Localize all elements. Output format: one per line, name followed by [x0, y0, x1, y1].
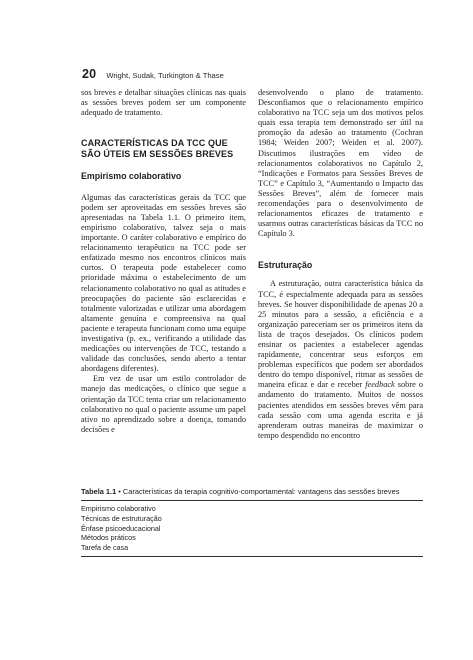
subheading-empirismo: Empirismo colaborativo [81, 170, 182, 181]
table-row: Ênfase psicoeducacional [81, 523, 161, 533]
paragraph-continued: sos breves e detalhar situações clínicas nas quais as sessões breves podem ser um componente adequado de tratamento. [81, 88, 246, 118]
paragraph-empirismo-2: Em vez de usar um estilo controlador de manejo das medicações, o clínico que segue a orientação da TCC tenta criar um relacionamento colaborativo no qual o paciente assume um papel ativo no aprendizado sobre a doença, tomando decisões e [81, 374, 246, 434]
table-row: Empirismo colaborativo [81, 504, 156, 513]
paragraph-collab-continued: desenvolvendo o plano de tratamento. Desconfiamos que o relacionamento empírico colaborativo na TCC seja um dos motivos pelos quais essa terapia tem demonstrado ser útil na promoção da adesão ao tratamento (Cochran 1984; Weiden 2007; Weiden et al. 2007). Discutimos ilustrações em vídeo de relacionamentos colaborativos no Capítulo 2, “Indicações e Formatos para Sessões Breves de TCC” e Capítulo 3, “Aumentando o Impacto das Sessões Breves”, além de fornecer mais recomendações para o desenvolvimento de relacionamentos eficazes de tratamento e usarmos outras características básicas da TCC no Capítulo 3. [258, 88, 423, 239]
paragraph-estruturacao-tail: sobre o andamento do tratamento. Muitos de nossos pacientes atendidos em sessões breves vêm para cada sessão com uma agenda escrita e já aprenderam outras maneiras de maximizar o tempo despendido no encontro [258, 380, 423, 440]
table-bullet: • [118, 487, 121, 496]
page-header [82, 67, 412, 81]
paragraph-estruturacao-text: A estruturação, outra característica básica da TCC, é especialmente adequada para as sessões breves. Se houver disponibilidade de apenas 20 a 25 minutos para a sessão, a eficiência e a organização pareceriam ser os primeiros itens da lista de traços desejados. Os clínicos podem ensinar os pacientes a estabelecer agendas rapidamente, concentrar seus esforços em problemas específicos que podem ser abordados dentro do tempo disponível, ritmar as sessões de maneira eficaz e dar e receber [258, 279, 423, 390]
paragraph-empirismo-1: Algumas das características gerais da TCC que podem ser aproveitadas em sessões breves são apresentadas na Tabela 1.1. O primeiro item, empirismo colaborativo, talvez seja o mais importante. O caráter colaborativo e empírico do relacionamento terapêutico na TCC pode ser enfatizado mesmo nos encontros clínicos mais curtos. O terapeuta pode estabelecer como prioridade máxima o estabelecimento de um relacionamento colaborativo no qual as atitudes e preocupações do paciente são esclarecidas e totalmente valorizadas e utilizar uma abordagem altamente genuína e compreensiva na qual paciente e terapeuta funcionam como uma equipe investigativa (p. ex., verificando a utilidade das medicações ou intervenções de TCC, testando a validade das conclusões, sendo aberto a tentar abordagens diferentes). [81, 192, 246, 374]
page-number: 20 [82, 67, 97, 81]
table-row: Técnicas de estruturação [81, 513, 162, 523]
table-caption [81, 487, 421, 497]
paragraph-estruturacao [258, 279, 423, 441]
table-body [81, 504, 421, 553]
table-title: Características da terapia cognitivo-comportamental: vantagens das sessões breves [122, 487, 400, 496]
subheading-estruturacao: Estruturação [258, 260, 313, 271]
table-row: Tarefa de casa [81, 543, 129, 553]
paragraph-estruturacao-emphasis: feedback [365, 380, 395, 390]
running-head: Wright, Sudak, Turkington & Thase [106, 71, 224, 80]
table-row: Métodos práticos [81, 533, 136, 543]
table-bottom-rule [81, 556, 423, 557]
right-column [258, 88, 423, 441]
section-heading-line-2: SÃO ÚTEIS EM SESSÕES BREVES [81, 149, 234, 160]
table-top-rule [81, 500, 423, 501]
section-heading-line-1: CARACTERÍSTICAS DA TCC QUE [81, 138, 228, 149]
left-column [81, 88, 246, 435]
table-label: Tabela 1.1 [81, 487, 117, 496]
section-heading [81, 138, 246, 160]
